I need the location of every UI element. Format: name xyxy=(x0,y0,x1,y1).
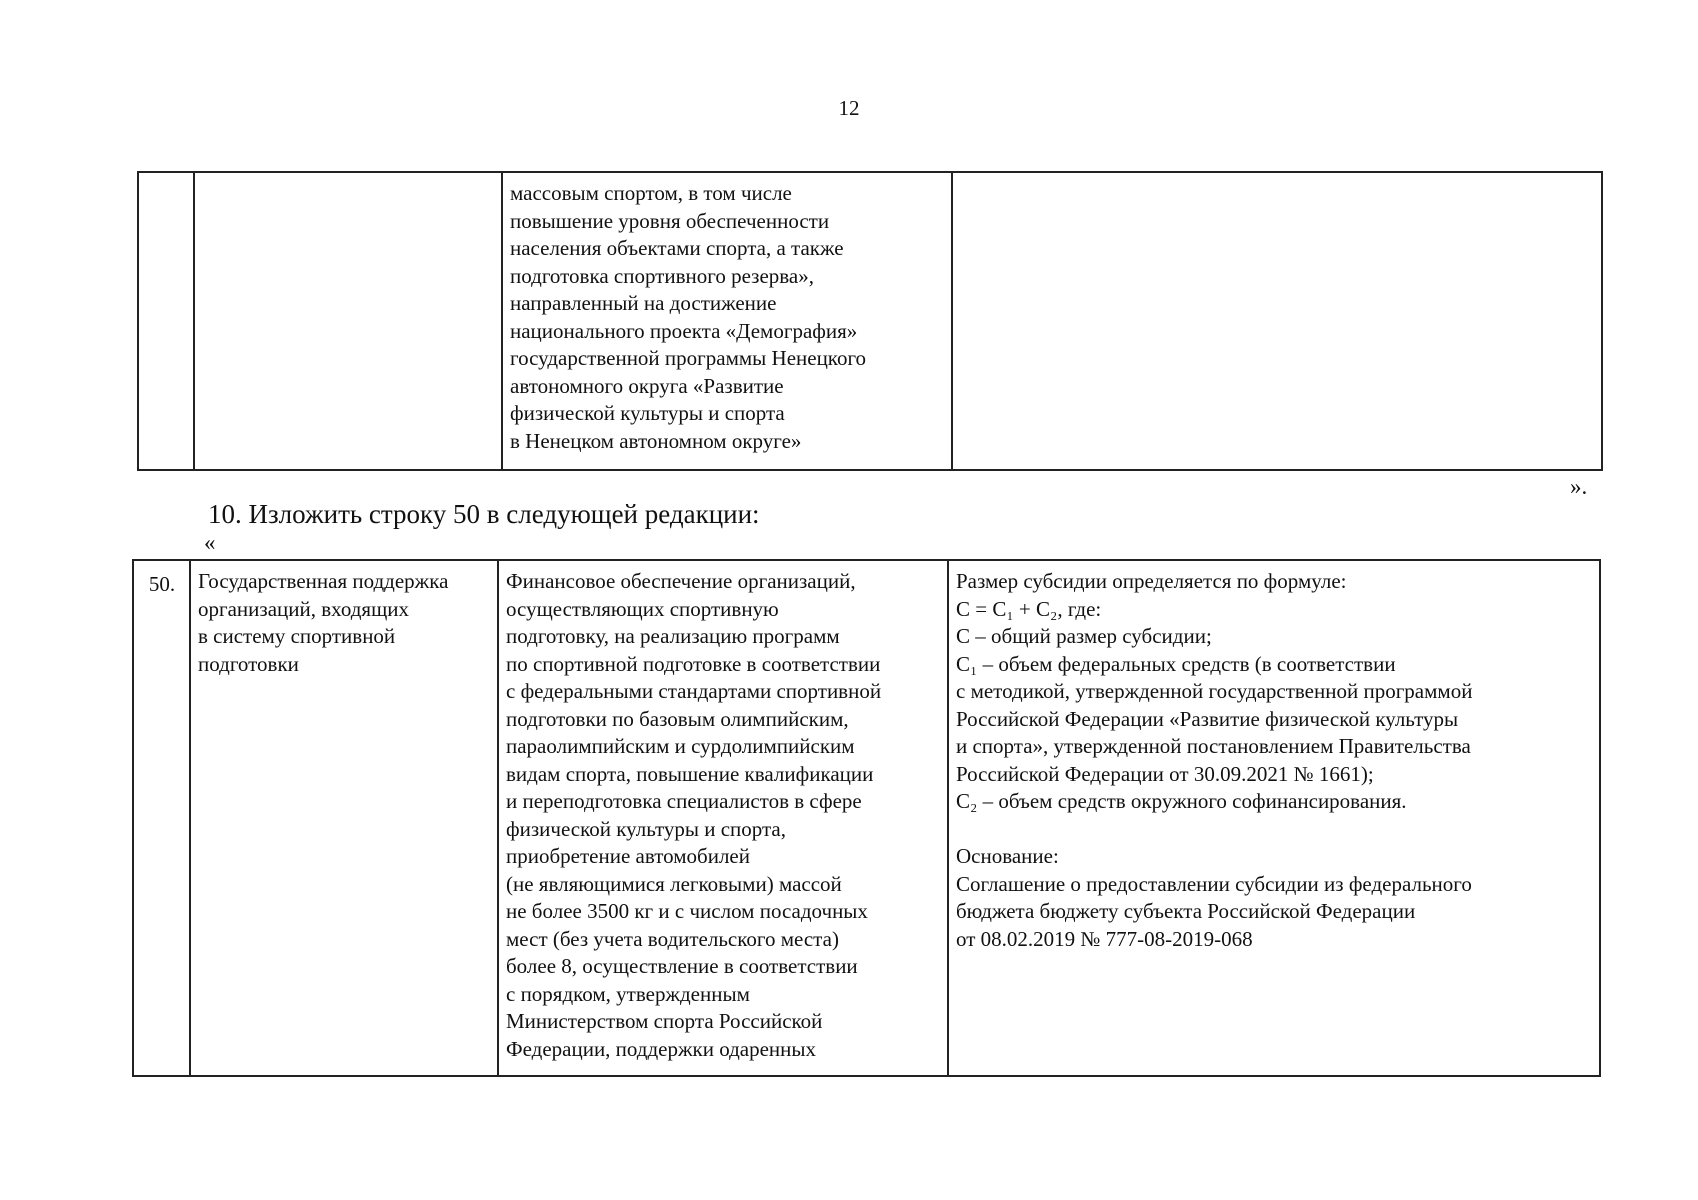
table-row xyxy=(138,172,1602,470)
name-cell xyxy=(194,172,502,470)
purpose-text: Финансовое обеспечение организаций, осуществляющих спортивную подготовку, на реализацию программ по спортивной подготовке в соответствии с федеральными стандартами спортивной подготовки по базовым олимпийским, параолимпийским и сурдолимпийским видам спорта, повышение квалификации и переподготовка специалистов в сфере физической культуры и спорта, приобретение автомобилей (не являющимися легковыми) массой не более 3500 кг и с числом посадочных мест (без учета водительского места) более 8, осуществление в соответствии с порядком, утвержденным Министерством спорта Российской Федерации, поддержки одаренных xyxy=(506,569,882,1061)
number-cell xyxy=(138,172,194,470)
opening-quote: « xyxy=(204,530,216,555)
number-cell xyxy=(133,560,190,1076)
page-number: 12 xyxy=(838,96,860,120)
closing-quote: ». xyxy=(1570,474,1588,499)
purpose-text: массовым спортом, в том числе повышение уровня обеспеченности населения объектами спорта, а также подготовка спортивного резерва», направленный на достижение национального проекта «Демография» государственной программы Ненецкого автономного округа «Развитие физической культуры и спорта в Ненецком автономном округе» xyxy=(510,181,867,453)
purpose-cell xyxy=(498,560,948,1076)
amendment-instruction: 10. Изложить строку 50 в следующей редакции: xyxy=(208,499,760,529)
purpose-cell xyxy=(502,172,952,470)
formula-cell xyxy=(952,172,1602,470)
continued-table xyxy=(137,171,1603,471)
formula-cell xyxy=(948,560,1600,1076)
table-row xyxy=(133,560,1600,1076)
name-text: Государственная поддержка организаций, входящих в систему спортивной подготовки xyxy=(198,569,449,676)
row-50-table xyxy=(132,559,1601,1077)
name-cell xyxy=(190,560,498,1076)
formula-text: Размер субсидии определяется по формуле: С = С₁ + С₂, где: С – общий размер субсидии; С₁ – объем федеральных средств (в соответствии с методикой, утвержденной государственной программой Российской Федерации «Развитие физической культуры и спорта», утвержденной постановлением Правительства Российской Федерации от 30.09.2021 № 1661); С₂ – объем средств окружного софинансирования. Основание: Соглашение о предоставлении субсидии из федерального бюджета бюджету субъекта Российской Федерации от 08.02.2019 № 777-08-2019-068 xyxy=(956,569,1473,951)
row-number: 50. xyxy=(148,572,176,596)
